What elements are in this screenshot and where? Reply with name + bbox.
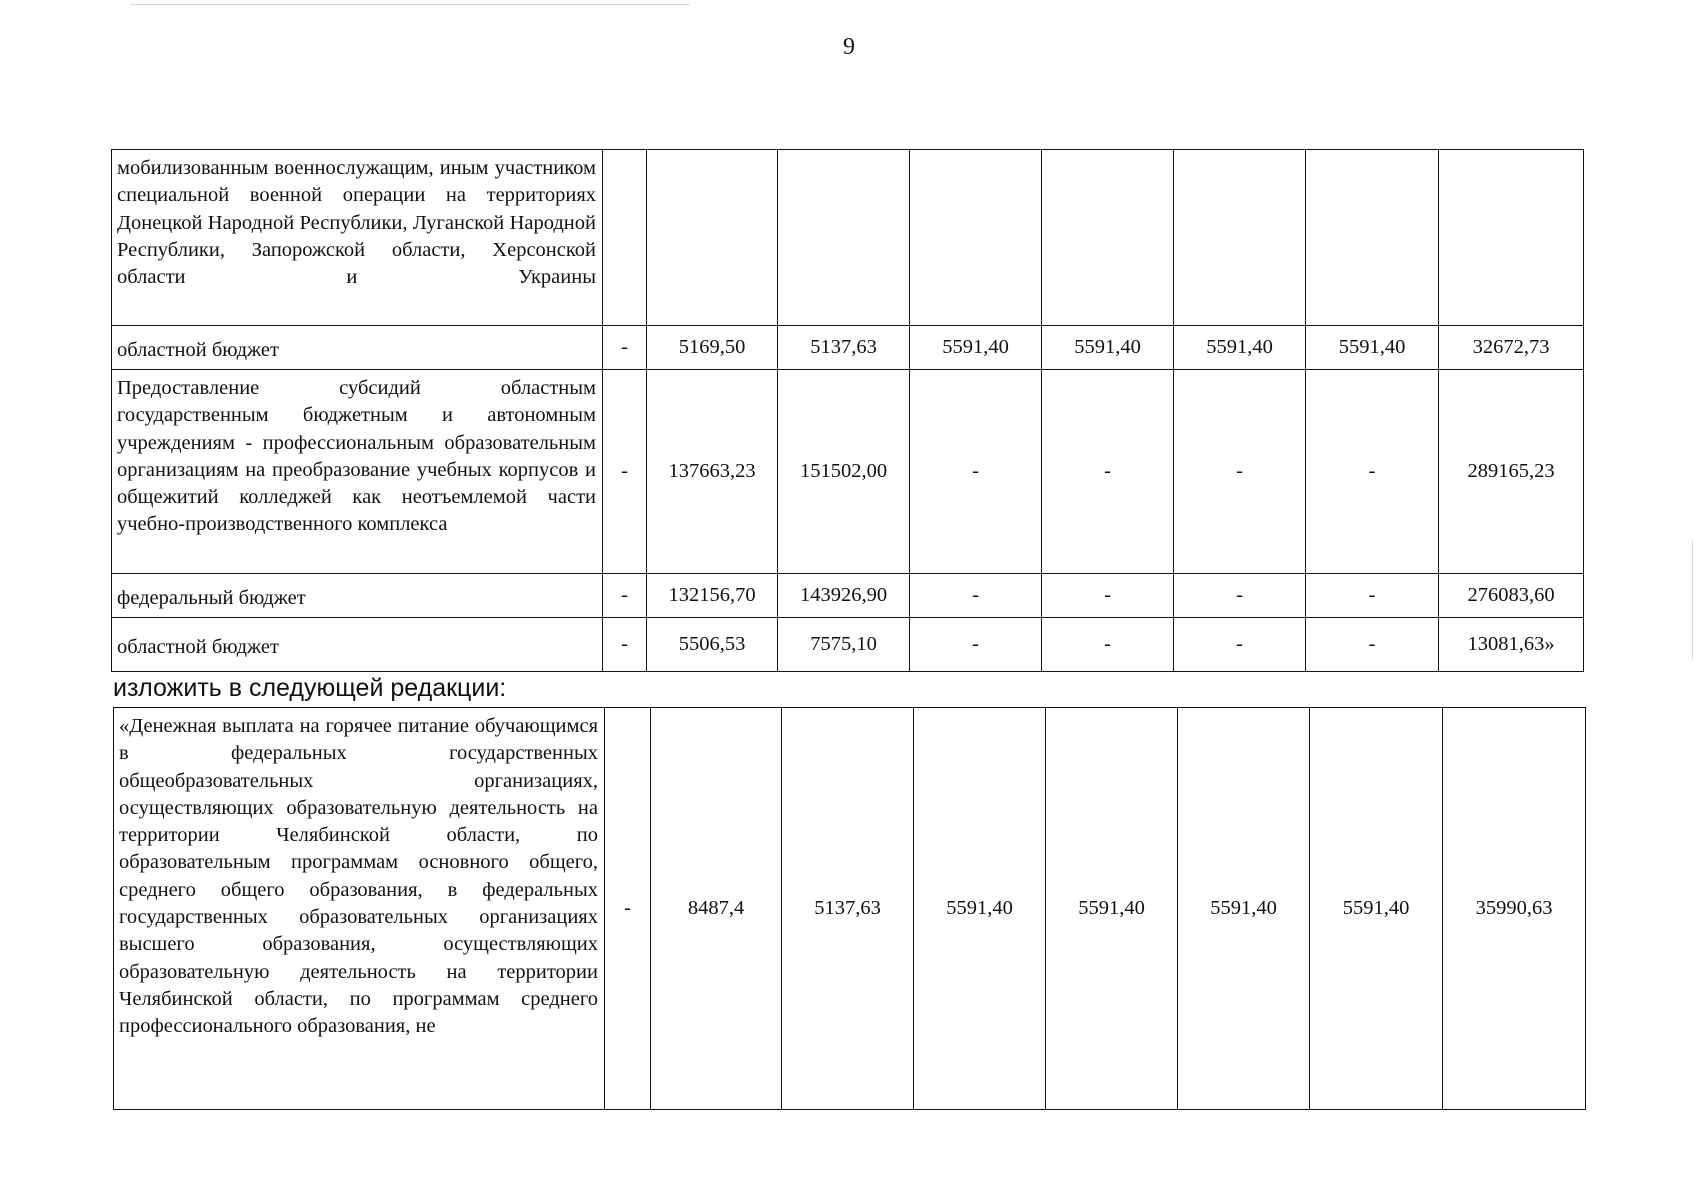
scan-mark xyxy=(130,4,690,5)
page-number: 9 xyxy=(843,34,855,60)
cell-value: - xyxy=(1042,618,1174,672)
cell-value xyxy=(647,150,778,326)
budget-table-continuation xyxy=(111,149,1584,672)
cell-value: 5591,40 xyxy=(1178,708,1310,1110)
cell-value xyxy=(1042,150,1174,326)
cell-value: - xyxy=(910,618,1042,672)
cell-value xyxy=(778,150,910,326)
row-description: областной бюджет xyxy=(112,326,603,370)
cell-value: 5591,40 xyxy=(1306,326,1439,370)
cell-value: 5169,50 xyxy=(647,326,778,370)
cell-value: 151502,00 xyxy=(778,370,910,574)
row-description: «Денежная выплата на горячее питание обучающимся в федеральных государственных общеобразовательных организациях, осуществляющих образовательную деятельность на территории Челябинской области, по образовательным программам основного общего, среднего общего образования, в федеральных государственных образовательных организациях высшего образования, осуществляющих образовательную деятельность на территории Челябинской области, по программам среднего профессионального образования, не xyxy=(114,708,605,1110)
cell-value: - xyxy=(603,326,647,370)
table-row xyxy=(114,708,1586,1110)
cell-value: 5506,53 xyxy=(647,618,778,672)
row-description: Предоставление субсидий областным государственным бюджетным и автономным учреждениям - профессиональным образовательным организациям на преобразование учебных корпусов и общежитий колледжей как неотъемлемой части учебно-производственного комплекса xyxy=(112,370,603,574)
row-description: федеральный бюджет xyxy=(112,574,603,618)
cell-value: - xyxy=(1174,618,1306,672)
cell-value: 5137,63 xyxy=(778,326,910,370)
cell-value: - xyxy=(910,574,1042,618)
cell-value: 276083,60 xyxy=(1439,574,1584,618)
cell-value: 32672,73 xyxy=(1439,326,1584,370)
cell-value: 35990,63 xyxy=(1443,708,1586,1110)
cell-value: 5591,40 xyxy=(1174,326,1306,370)
cell-value: - xyxy=(1174,574,1306,618)
cell-value: - xyxy=(603,370,647,574)
cell-value: - xyxy=(603,574,647,618)
cell-value: - xyxy=(1042,370,1174,574)
row-description: мобилизованным военнослужащим, иным участником специальной военной операции на территориях Донецкой Народной Республики, Луганской Народной Республики, Запорожской области, Херсонской области и Украины xyxy=(112,150,603,326)
cell-value: 7575,10 xyxy=(778,618,910,672)
cell-value: 137663,23 xyxy=(647,370,778,574)
scan-mark xyxy=(1692,540,1693,660)
cell-value xyxy=(910,150,1042,326)
table-row xyxy=(112,618,1584,672)
cell-value: - xyxy=(603,618,647,672)
cell-value: 132156,70 xyxy=(647,574,778,618)
table-row xyxy=(112,150,1584,326)
cell-value: 13081,63» xyxy=(1439,618,1584,672)
cell-value: 5591,40 xyxy=(910,326,1042,370)
cell-value: - xyxy=(1174,370,1306,574)
cell-value xyxy=(603,150,647,326)
cell-value: - xyxy=(910,370,1042,574)
row-description: областной бюджет xyxy=(112,618,603,672)
table-row xyxy=(112,574,1584,618)
cell-value: - xyxy=(1306,370,1439,574)
budget-table-new-wording xyxy=(113,707,1586,1110)
cell-value: - xyxy=(1306,618,1439,672)
cell-value: - xyxy=(1042,574,1174,618)
cell-value: 5591,40 xyxy=(1042,326,1174,370)
amendment-intro-text: изложить в следующей редакции: xyxy=(113,674,507,702)
cell-value xyxy=(1439,150,1584,326)
cell-value: - xyxy=(605,708,651,1110)
cell-value: 143926,90 xyxy=(778,574,910,618)
table-row xyxy=(112,370,1584,574)
cell-value: 5591,40 xyxy=(1046,708,1178,1110)
cell-value: 8487,4 xyxy=(651,708,782,1110)
cell-value xyxy=(1306,150,1439,326)
cell-value xyxy=(1174,150,1306,326)
cell-value: 5137,63 xyxy=(782,708,914,1110)
cell-value: 5591,40 xyxy=(1310,708,1443,1110)
cell-value: 289165,23 xyxy=(1439,370,1584,574)
cell-value: - xyxy=(1306,574,1439,618)
cell-value: 5591,40 xyxy=(914,708,1046,1110)
table-row xyxy=(112,326,1584,370)
